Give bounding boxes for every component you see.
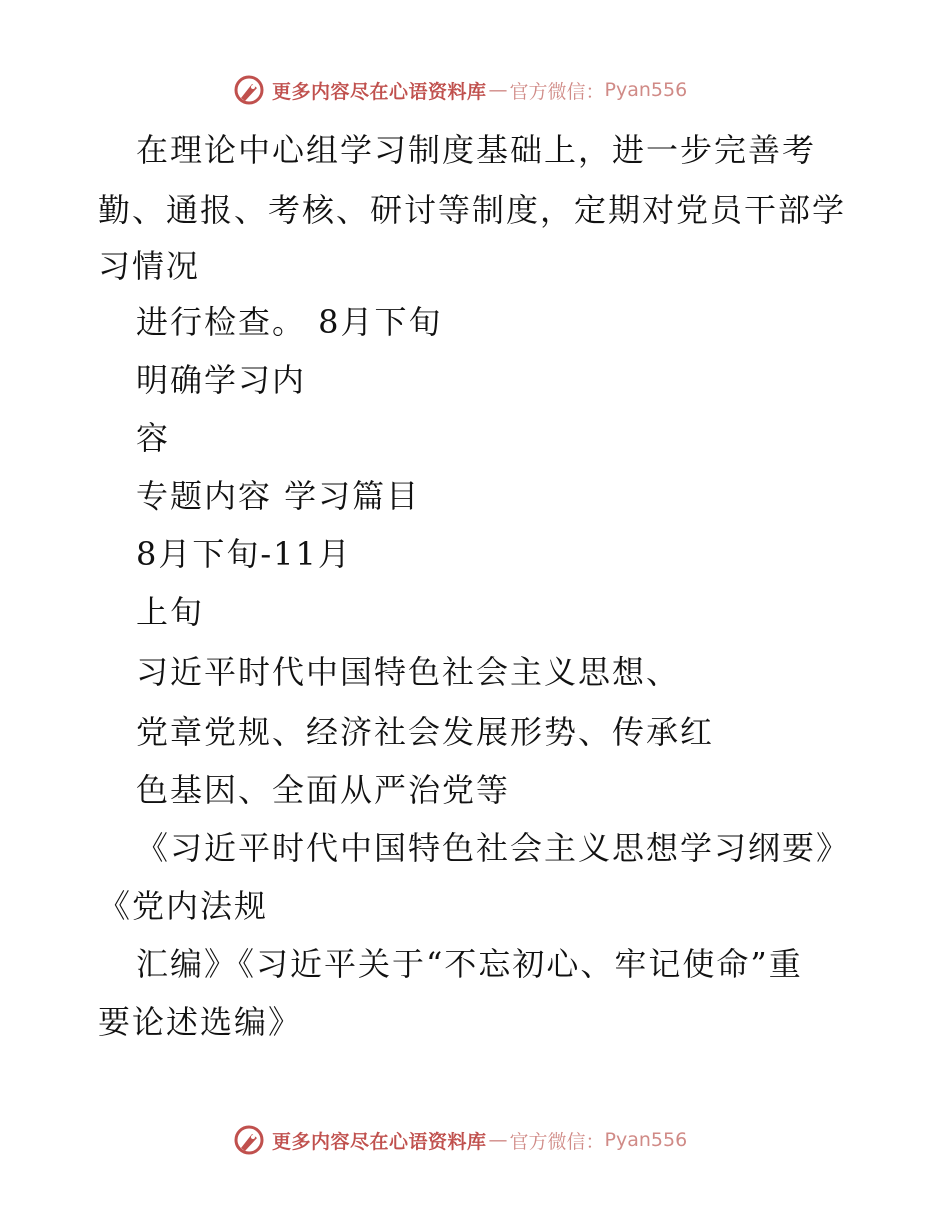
pen-nib-circle-icon [232, 1123, 266, 1157]
body-line: 汇编》《习近平关于“不忘初心、牢记使命”重 [136, 945, 803, 983]
body-line: 《习近平时代中国特色社会主义思想学习纲要》 [136, 829, 851, 867]
pen-nib-circle-icon [232, 73, 266, 107]
body-line: 专题内容 学习篇目 [136, 477, 421, 515]
header-watermark [232, 72, 687, 108]
body-line: 习近平时代中国特色社会主义思想、 [136, 653, 681, 691]
watermark-id-text: Pyan556 [604, 1129, 688, 1151]
body-line: 党章党规、经济社会发展形势、传承红 [136, 713, 715, 751]
watermark-sub-text: 官方微信： [509, 80, 605, 103]
body-line: 在理论中心组学习制度基础上，进一步完善考 [136, 131, 817, 169]
body-line: 色基因、全面从严治党等 [136, 771, 511, 809]
watermark-main-text: 更多内容尽在心语资料库 [272, 1130, 487, 1153]
watermark-main-text: 更多内容尽在心语资料库 [272, 80, 487, 103]
body-line: 进行检查。 8月下旬 [136, 303, 443, 341]
footer-watermark [232, 1122, 687, 1158]
body-line: 8月下旬-11月 [136, 535, 352, 573]
watermark-dash: — [488, 1129, 508, 1151]
body-line: 勤、通报、考核、研讨等制度，定期对党员干部学 [98, 191, 847, 229]
watermark-id-text: Pyan556 [604, 79, 688, 101]
body-line: 习情况 [98, 247, 201, 285]
watermark-sub-text: 官方微信： [509, 1130, 605, 1153]
watermark-dash: — [488, 79, 508, 101]
body-line: 明确学习内 [136, 361, 307, 399]
body-line: 要论述选编》 [98, 1003, 303, 1041]
body-line: 容 [136, 419, 171, 457]
body-line: 《党内法规 [98, 887, 269, 925]
body-line: 上旬 [136, 593, 205, 631]
